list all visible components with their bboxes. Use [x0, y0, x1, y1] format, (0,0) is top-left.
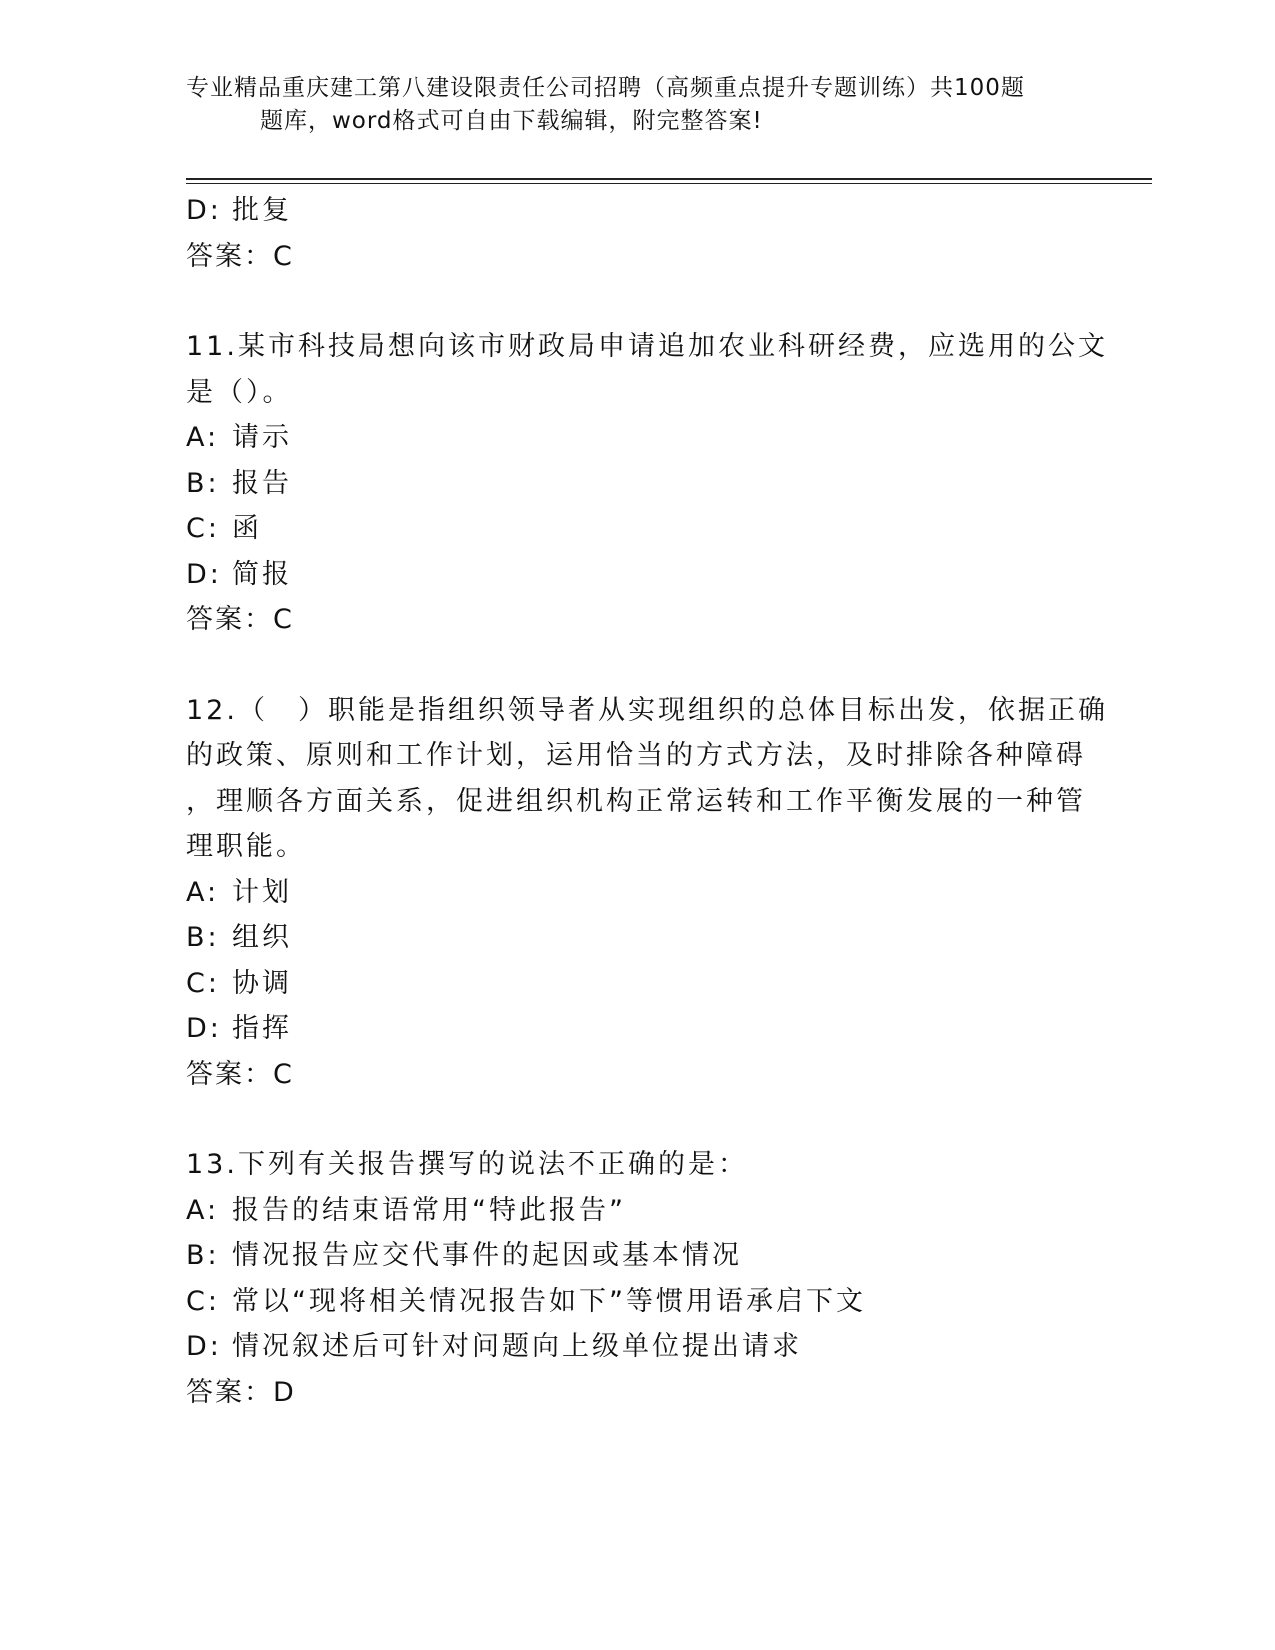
option-text: 报告 [232, 467, 292, 499]
question-text-line: 11.某市科技局想向该市财政局申请追加农业科研经费，应选用的公文 [186, 331, 1108, 362]
option-d [186, 1324, 1086, 1370]
option-key: D: [186, 1013, 222, 1044]
option-key: B: [186, 467, 220, 499]
option-c [186, 506, 1086, 552]
header-title-line-2: 题库，word格式可自由下载编辑，附完整答案! [260, 108, 763, 134]
option-d [186, 1006, 1086, 1052]
option-key: C: [186, 1285, 220, 1317]
option-key: D: [186, 1331, 222, 1362]
option-key: A: [186, 422, 220, 453]
option-a [186, 1188, 1086, 1234]
option-key: C: [186, 967, 220, 999]
answer-line: 答案：C [186, 1058, 294, 1090]
option-text: 情况叙述后可针对问题向上级单位提出请求 [232, 1331, 802, 1362]
option-b [186, 1233, 1086, 1279]
option-c [186, 1279, 1086, 1325]
option-key: A: [186, 1194, 220, 1226]
question-11 [186, 324, 1108, 643]
answer-line: 答案：C [186, 604, 294, 635]
question-text-line: ，理顺各方面关系，促进组织机构正常运转和工作平衡发展的一种管 [186, 785, 1086, 817]
option-b [186, 461, 1086, 507]
question-13 [186, 1142, 1086, 1415]
header-divider-thin [186, 183, 1152, 184]
question-text-line: 是（）。 [186, 376, 293, 408]
option-a [186, 870, 1086, 916]
option-text: 指挥 [232, 1013, 292, 1044]
page-header [186, 72, 1066, 138]
option-text: 协调 [232, 967, 292, 999]
option-text: 情况报告应交代事件的起因或基本情况 [232, 1240, 742, 1271]
option-d [186, 188, 1086, 234]
option-key: C: [186, 513, 220, 544]
question-12 [186, 688, 1108, 1098]
question-text-line: 13.下列有关报告撰写的说法不正确的是： [186, 1149, 748, 1180]
option-key: B: [186, 922, 220, 953]
option-text: 批复 [232, 195, 292, 226]
option-text: 简报 [232, 558, 292, 590]
question-text-line: 的政策、原则和工作计划，运用恰当的方式方法，及时排除各种障碍 [186, 740, 1086, 771]
option-text: 组织 [232, 922, 292, 953]
header-divider-thick [186, 178, 1152, 180]
option-text: 常以“现将相关情况报告如下”等惯用语承启下文 [232, 1285, 866, 1317]
question-list [186, 188, 1108, 1415]
option-a [186, 415, 1086, 461]
prev-question-tail [186, 188, 1086, 279]
question-text-line: 12.（ ）职能是指组织领导者从实现组织的总体目标出发，依据正确 [186, 694, 1108, 726]
question-text-line: 理职能。 [186, 831, 306, 862]
option-c [186, 961, 1086, 1007]
option-key: D: [186, 195, 222, 226]
option-text: 计划 [232, 876, 292, 908]
header-title-line-1: 专业精品重庆建工第八建设限责任公司招聘（高频重点提升专题训练）共100题 [186, 75, 1025, 101]
option-key: B: [186, 1240, 220, 1271]
option-text: 报告的结束语常用“特此报告” [232, 1194, 626, 1226]
option-text: 请示 [232, 422, 292, 453]
option-text: 函 [232, 513, 262, 544]
answer-line: 答案：C [186, 240, 294, 272]
option-key: A: [186, 876, 220, 908]
answer-line: 答案：D [186, 1376, 296, 1408]
option-d [186, 552, 1086, 598]
option-b [186, 915, 1086, 961]
option-key: D: [186, 558, 222, 590]
